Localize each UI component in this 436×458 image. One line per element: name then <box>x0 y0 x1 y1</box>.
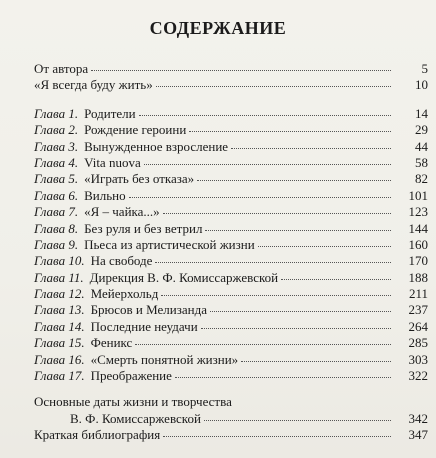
toc-entry-page: 342 <box>408 410 428 426</box>
toc-chapter-number: Глава 10. <box>34 253 85 269</box>
toc-entry-page: 322 <box>408 368 428 384</box>
toc-chapter-number: Глава 3. <box>34 138 79 154</box>
toc-chapter-number: Глава 14. <box>34 318 85 334</box>
toc-entry-title: Феникс <box>90 335 133 351</box>
leader-dots <box>156 86 391 87</box>
leader-dots <box>91 70 391 71</box>
toc-entry <box>34 368 428 384</box>
toc-entry <box>34 253 428 269</box>
leader-dots <box>241 361 391 362</box>
toc-entry-title: Преображение <box>90 368 172 384</box>
toc-entry-title: Вынужденное взросление <box>84 138 229 154</box>
toc-entry-title: На свободе <box>90 253 153 269</box>
leader-dots <box>258 246 391 247</box>
toc-entry-page: 44 <box>415 138 428 154</box>
toc-chapter-number: Глава 8. <box>34 220 79 236</box>
toc-chapter-number: Глава 16. <box>34 351 85 367</box>
toc-entry-page: 101 <box>408 187 428 203</box>
toc-entry-title: Вильно <box>84 187 126 203</box>
toc-entry-page: 160 <box>408 236 428 252</box>
toc-entry <box>34 171 428 187</box>
toc-entry-page: 82 <box>415 171 428 187</box>
toc-chapters-section <box>34 106 428 385</box>
toc-entry-title: Краткая библиография <box>34 427 161 443</box>
toc-entry <box>34 77 428 93</box>
toc-entry <box>34 302 428 318</box>
toc-chapter-number: Глава 9. <box>34 236 79 252</box>
toc-entry <box>34 270 428 286</box>
leader-dots <box>163 436 391 437</box>
toc-entry <box>34 188 428 204</box>
toc-chapter-number: Глава 7. <box>34 204 79 220</box>
toc-entry-title: Рождение героини <box>84 122 187 138</box>
toc-entry-page: 10 <box>415 77 428 93</box>
toc-entry <box>34 237 428 253</box>
leader-dots <box>129 197 391 198</box>
toc-entry-page: 347 <box>408 427 428 443</box>
toc-entry <box>34 352 428 368</box>
toc-entry-page: 264 <box>408 318 428 334</box>
leader-dots <box>175 377 391 378</box>
toc-entry <box>34 155 428 171</box>
toc-chapter-number: Глава 13. <box>34 302 85 318</box>
toc-entry-page: 58 <box>415 154 428 170</box>
toc-entry-title: Родители <box>84 105 136 121</box>
toc-entry <box>34 139 428 155</box>
toc-chapter-number: Глава 5. <box>34 171 79 187</box>
toc-chapter-number: Глава 1. <box>34 105 79 121</box>
toc-entry <box>34 204 428 220</box>
toc-chapter-number: Глава 6. <box>34 187 79 203</box>
toc-chapter-number: Глава 12. <box>34 286 85 302</box>
toc-entry <box>34 122 428 138</box>
leader-dots <box>197 180 391 181</box>
toc-chapter-number: Глава 11. <box>34 269 84 285</box>
toc-entry-title: «Играть без отказа» <box>84 171 195 187</box>
toc-entry-title: «Смерть понятной жизни» <box>90 351 239 367</box>
toc-entry-title: Vita nuova <box>84 154 141 170</box>
toc-entry-page: 14 <box>415 105 428 121</box>
toc-entry-page: 303 <box>408 351 428 367</box>
page-title: СОДЕРЖАНИЕ <box>149 18 287 38</box>
toc-entry-page: 237 <box>408 302 428 318</box>
toc-entry-title: Пьеса из артистической жизни <box>84 236 255 252</box>
leader-dots <box>201 328 391 329</box>
toc-chapter-number: Глава 2. <box>34 122 79 138</box>
leader-dots <box>144 164 391 165</box>
toc-entry <box>34 221 428 237</box>
toc-chapter-number: Глава 17. <box>34 368 85 384</box>
toc-entry-page: 29 <box>415 122 428 138</box>
toc-entry-title: От автора <box>34 61 89 76</box>
leader-dots <box>281 279 391 280</box>
toc-entry <box>34 319 428 335</box>
toc-chapter-number: Глава 4. <box>34 154 79 170</box>
toc-chapter-number: Глава 15. <box>34 335 85 351</box>
toc-entry-title: Без руля и без ветрил <box>84 220 203 236</box>
toc-entry-page: 285 <box>408 335 428 351</box>
toc-entry-page: 211 <box>408 286 428 302</box>
leader-dots <box>161 295 391 296</box>
leader-dots <box>205 230 391 231</box>
toc-entry-page: 123 <box>408 204 428 220</box>
leader-dots <box>155 262 391 263</box>
toc-entry-title: Последние неудачи <box>90 318 198 334</box>
toc-entry-title: Мейерхольд <box>90 286 159 302</box>
toc-entry-page: 188 <box>408 269 428 285</box>
toc-entry-title: Дирекция В. Ф. Комиссаржевской <box>89 269 279 285</box>
toc-entry-bibliography <box>34 427 428 443</box>
toc-entry-title: Брюсов и Мелизанда <box>90 302 207 318</box>
toc-intro-section <box>34 61 428 94</box>
leader-dots <box>139 115 391 116</box>
leader-dots <box>189 131 391 132</box>
toc-entry-dates <box>34 411 428 427</box>
toc-entry-title: В. Ф. Комиссаржевской <box>70 410 201 426</box>
toc-dates-title: Основные даты жизни и творчества <box>34 394 232 410</box>
toc-entry-page: 5 <box>421 61 428 76</box>
toc-entry <box>34 335 428 351</box>
toc-entry-title: «Я – чайка...» <box>84 204 160 220</box>
toc-entry <box>34 61 428 77</box>
leader-dots <box>135 344 391 345</box>
leader-dots <box>210 311 391 312</box>
leader-dots <box>231 148 391 149</box>
toc-entry-page: 144 <box>408 220 428 236</box>
table-of-contents <box>34 61 428 444</box>
leader-dots <box>163 213 391 214</box>
toc-entry <box>34 106 428 122</box>
leader-dots <box>204 420 391 421</box>
toc-entry-title: «Я всегда буду жить» <box>34 77 153 93</box>
toc-entry <box>34 286 428 302</box>
toc-entry-page: 170 <box>408 253 428 269</box>
